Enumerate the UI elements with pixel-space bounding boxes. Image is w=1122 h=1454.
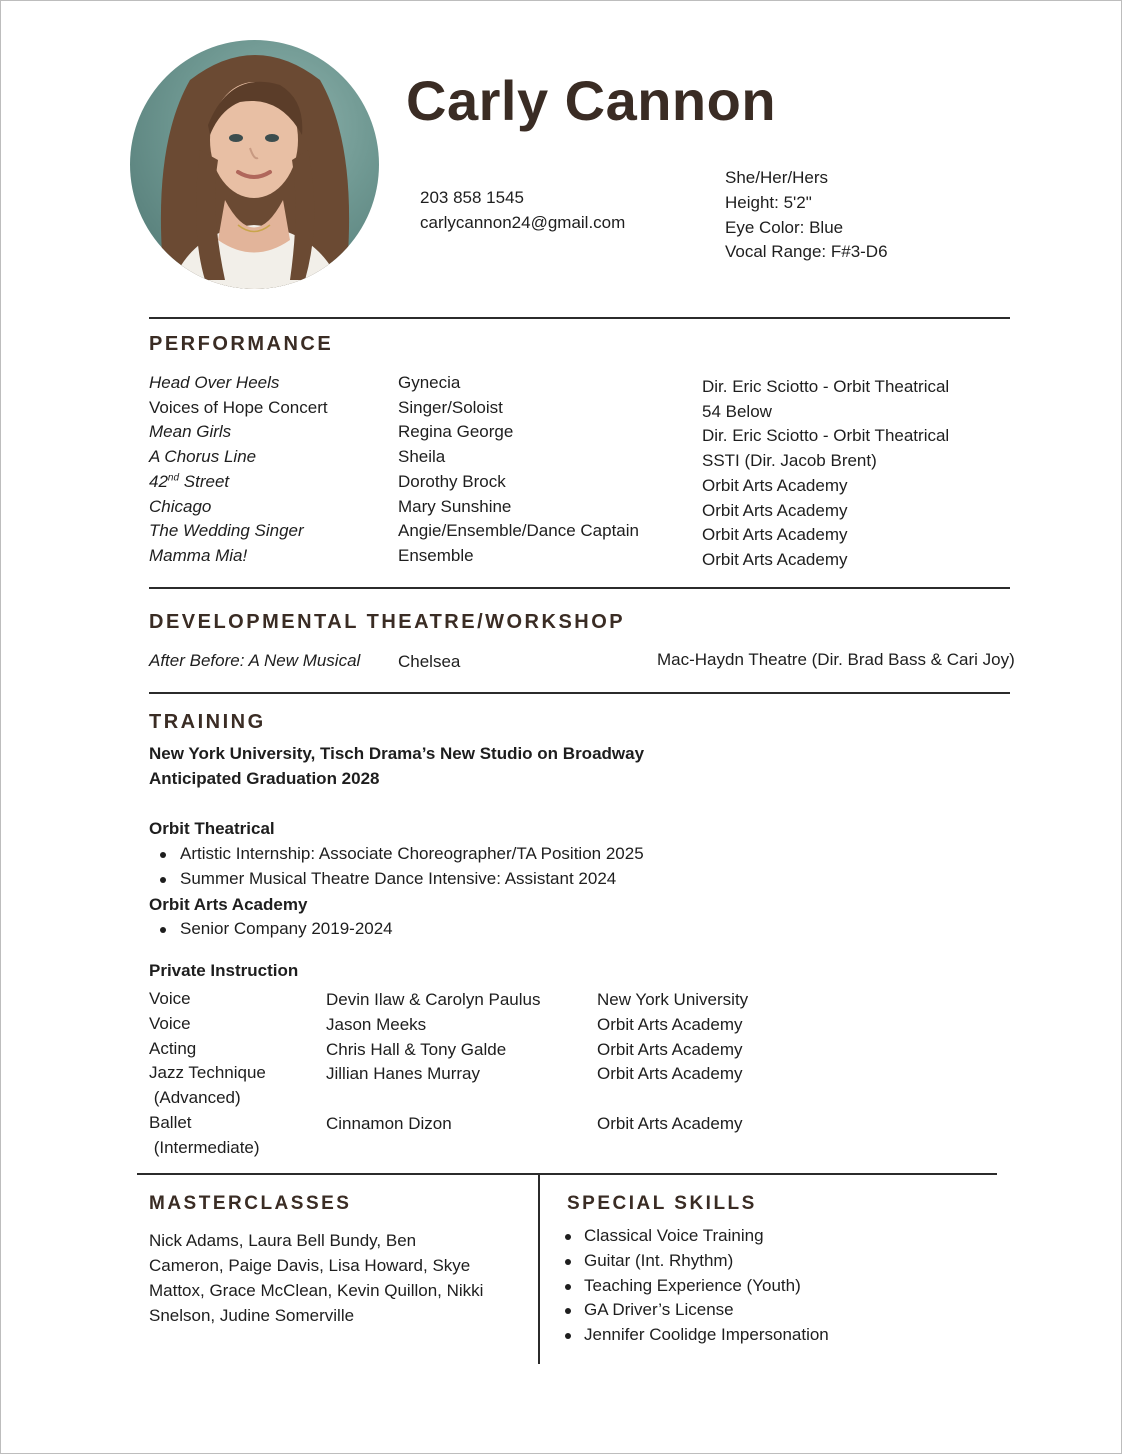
orbit-theatrical-title: Orbit Theatrical (149, 819, 275, 838)
show-title: A Chorus Line (149, 447, 257, 466)
phone-number: 203 858 1545 (420, 188, 524, 207)
skill-item: Classical Voice Training (584, 1226, 764, 1245)
divider (149, 692, 1010, 694)
show-title: Mamma Mia! (149, 546, 248, 565)
column-divider (538, 1174, 540, 1364)
show-title: The Wedding Singer (149, 521, 304, 540)
credit: Dir. Eric Sciotto - Orbit Theatrical (702, 426, 950, 445)
skill-item: Teaching Experience (Youth) (584, 1276, 801, 1295)
bullet-icon (565, 1234, 571, 1240)
subject-level: (Intermediate) (149, 1138, 260, 1157)
credit: Orbit Arts Academy (702, 476, 848, 495)
bullet-icon (160, 927, 166, 933)
show-title (149, 471, 229, 492)
place: Orbit Arts Academy (597, 1015, 743, 1034)
bullet-icon (565, 1259, 571, 1265)
divider (149, 587, 1010, 589)
show-title-rest: Street (179, 472, 230, 491)
skill-item: Jennifer Coolidge Impersonation (584, 1325, 829, 1344)
performance-heading: PERFORMANCE (149, 333, 334, 355)
place: Orbit Arts Academy (597, 1064, 743, 1083)
role: Sheila (398, 447, 446, 466)
show-title: Voices of Hope Concert (149, 398, 328, 417)
bullet-icon (565, 1308, 571, 1314)
role: Chelsea (398, 652, 461, 671)
role: Angie/Ensemble/Dance Captain (398, 521, 639, 540)
special-skills-heading: SPECIAL SKILLS (567, 1193, 757, 1214)
role: Regina George (398, 422, 514, 441)
masterclass-line: Mattox, Grace McClean, Kevin Quillon, Nikki (149, 1281, 484, 1300)
credit: Orbit Arts Academy (702, 525, 848, 544)
show-title: Head Over Heels (149, 373, 280, 392)
developmental-heading: DEVELOPMENTAL THEATRE/WORKSHOP (149, 611, 626, 633)
place: New York University (597, 990, 749, 1009)
subject: Voice (149, 989, 191, 1008)
subject: Voice (149, 1014, 191, 1033)
portrait-illustration (130, 40, 379, 289)
vocal-range: Vocal Range: F#3-D6 (725, 242, 888, 261)
show-title: Chicago (149, 497, 212, 516)
private-instruction-title: Private Instruction (149, 961, 299, 980)
show-title: Mean Girls (149, 422, 232, 441)
training-heading: TRAINING (149, 711, 266, 733)
credit: Orbit Arts Academy (702, 550, 848, 569)
teacher: Cinnamon Dizon (326, 1114, 452, 1133)
headshot-photo (130, 40, 379, 289)
subject: Acting (149, 1039, 197, 1058)
graduation-date: Anticipated Graduation 2028 (149, 769, 380, 788)
role: Dorothy Brock (398, 472, 506, 491)
subject: Jazz Technique (149, 1063, 266, 1082)
height: Height: 5'2" (725, 193, 812, 212)
credit: 54 Below (702, 402, 772, 421)
list-item: Summer Musical Theatre Dance Intensive: Assistant 2024 (180, 869, 617, 888)
masterclasses-heading: MASTERCLASSES (149, 1193, 352, 1214)
masterclass-line: Snelson, Judine Somerville (149, 1306, 355, 1325)
teacher: Chris Hall & Tony Galde (326, 1040, 507, 1059)
ordinal-suffix: nd (167, 472, 180, 484)
divider (137, 1173, 997, 1175)
subject: Ballet (149, 1113, 192, 1132)
skill-item: GA Driver’s License (584, 1300, 734, 1319)
show-title-number: 42 (149, 472, 168, 491)
bullet-icon (160, 877, 166, 883)
list-item: Artistic Internship: Associate Choreographer/TA Position 2025 (180, 844, 644, 863)
email-address: carlycannon24@gmail.com (420, 213, 626, 232)
credit: Orbit Arts Academy (702, 501, 848, 520)
divider (149, 317, 1010, 319)
teacher: Devin Ilaw & Carolyn Paulus (326, 990, 541, 1009)
credit: Dir. Eric Sciotto - Orbit Theatrical (702, 377, 950, 396)
list-item: Senior Company 2019-2024 (180, 919, 393, 938)
role: Gynecia (398, 373, 461, 392)
pronouns: She/Her/Hers (725, 168, 828, 187)
masterclass-line: Cameron, Paige Davis, Lisa Howard, Skye (149, 1256, 471, 1275)
bullet-icon (565, 1333, 571, 1339)
credit: SSTI (Dir. Jacob Brent) (702, 451, 877, 470)
eye-color: Eye Color: Blue (725, 218, 844, 237)
credit: Mac-Haydn Theatre (Dir. Brad Bass & Cari Joy) (657, 650, 1015, 669)
skill-item: Guitar (Int. Rhythm) (584, 1251, 734, 1270)
orbit-arts-title: Orbit Arts Academy (149, 895, 308, 914)
place: Orbit Arts Academy (597, 1114, 743, 1133)
school-name: New York University, Tisch Drama’s New Studio on Broadway (149, 744, 645, 763)
masterclass-line: Nick Adams, Laura Bell Bundy, Ben (149, 1231, 417, 1250)
role: Ensemble (398, 546, 474, 565)
role: Mary Sunshine (398, 497, 512, 516)
candidate-name: Carly Cannon (406, 69, 777, 132)
teacher: Jillian Hanes Murray (326, 1064, 480, 1083)
role: Singer/Soloist (398, 398, 503, 417)
bullet-icon (565, 1284, 571, 1290)
teacher: Jason Meeks (326, 1015, 427, 1034)
bullet-icon (160, 852, 166, 858)
subject-level: (Advanced) (149, 1088, 241, 1107)
place: Orbit Arts Academy (597, 1040, 743, 1059)
show-title: After Before: A New Musical (149, 651, 361, 670)
